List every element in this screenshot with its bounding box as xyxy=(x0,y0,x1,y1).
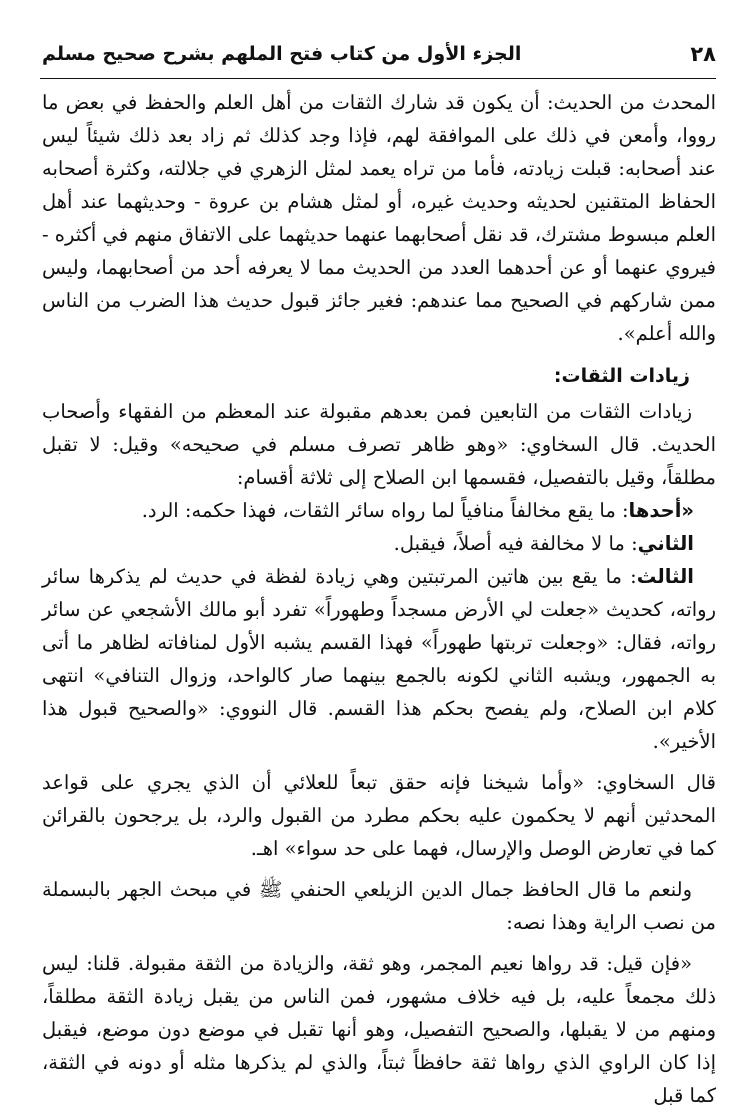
running-title: الجزء الأول من كتاب فتح الملهم بشرح صحيح مسلم xyxy=(42,43,522,65)
paragraph-1: المحدث من الحديث: أن يكون قد شارك الثقات من أهل العلم والحفظ في بعض ما رووا، وأمعن في ذلك على الموافقة لهم، فإذا وجد كذلك ثم زاد بعد ذلك شيئاً ليس عند أصحابه: قبلت زيادته، فأما من تراه يعمد لمثل الزهري في جلالته، وكثرة أصحابه الحفاظ المتقنين لحديثه وحديث غيره، أو لمثل هشام بن عروة - وحديثهما عند أهل العلم مبسوط مشترك، قد نقل أصحابهما عنهما حديثهما على الاتفاق منهم في أكثره - فيروي عنهما أو عن أحدهما العدد من الحديث مما لا يعرفه أحد من أصحابهما، وليس ممن شاركهم في الصحيح مما عندهم: فغير جائز قبول حديث هذا الضرب من الناس والله أعلم». xyxy=(41,91,716,345)
page-header xyxy=(38,40,718,74)
paragraph-4: ولنعم ما قال الحافظ جمال الدين الزيلعي الحنفي ﷺ في مبحث الجهر بالبسملة من نصب الراية وهذا نصه: xyxy=(42,878,716,934)
list-item-second-text: : ما لا مخالفة فيه أصلاً، فيقبل. xyxy=(393,532,638,555)
page-number: ٢٨ xyxy=(690,42,716,66)
list-item-third-lead: الثالث xyxy=(636,565,694,588)
list-item-first xyxy=(42,494,716,527)
list-item-third xyxy=(42,560,716,758)
list-item-first-text: : ما يقع مخالفاً منافياً لما رواه سائر الثقات، فهذا حكمه: الرد. xyxy=(141,499,629,522)
page-body xyxy=(42,86,716,1112)
list-item-third-text: : ما يقع بين هاتين المرتبتين وهي زيادة لفظة في حديث لم يذكرها سائر رواته، كحديث «جعلت لي الأرض مسجداً وطهوراً» تفرد أبو مالك الأشجعي عن سائر رواته، فقال: «وجعلت تربتها طهوراً» فهذا القسم يشبه الأول لمنافاته لظاهر ما أتى به الجمهور، ويشبه الثاني لكونه بالجمع بينهما صار كالواحد، وزوال التنافي» انتهى كلام ابن الصلاح، ولم يفصح بحكم هذا القسم. قال النووي: «والصحيح قبول هذا الأخير». xyxy=(42,565,716,753)
section-heading: زيادات الثقات: xyxy=(553,365,690,387)
paragraph-5: «فإن قيل: قد رواها نعيم المجمر، وهو ثقة، والزيادة من الثقة مقبولة. قلنا: ليس ذلك مجمعاً عليه، بل فيه خلاف مشهور، فمن الناس من يقبل زيادة الثقة مطلقاً، ومنهم من لا يقبلها، والصحيح التفصيل، وهو أنها تقبل في موضع دون موضع، فيقبل إذا كان الراوي الذي رواها ثقة حافظاً ثبتاً، والذي لم يذكرها مثله أو دونه في الثقة، كما قبل xyxy=(42,952,716,1107)
header-divider xyxy=(40,78,716,79)
list-item-first-lead: «أحدها xyxy=(628,499,694,522)
paragraph-2: زيادات الثقات من التابعين فمن بعدهم مقبولة عند المعظم من الفقهاء وأصحاب الحديث. قال السخاوي: «وهو ظاهر تصرف مسلم في صحيحه» وقيل: لا تقبل مطلقاً، وقيل بالتفصيل، فقسمها ابن الصلاح إلى ثلاثة أقسام: xyxy=(42,400,716,489)
list-item-second-lead: الثاني xyxy=(637,532,694,555)
paragraph-3: قال السخاوي: «وأما شيخنا فإنه حقق تبعاً للعلائي أن الذي يجري على قواعد المحدثين أنهم لا يحكمون عليه بحكم مطرد من القبول والرد، بل يرجحون بالقرائن كما في تعارض الوصل والإرسال، فهما على حد سواء» اهـ. xyxy=(42,771,716,860)
list-item-second xyxy=(42,527,716,560)
